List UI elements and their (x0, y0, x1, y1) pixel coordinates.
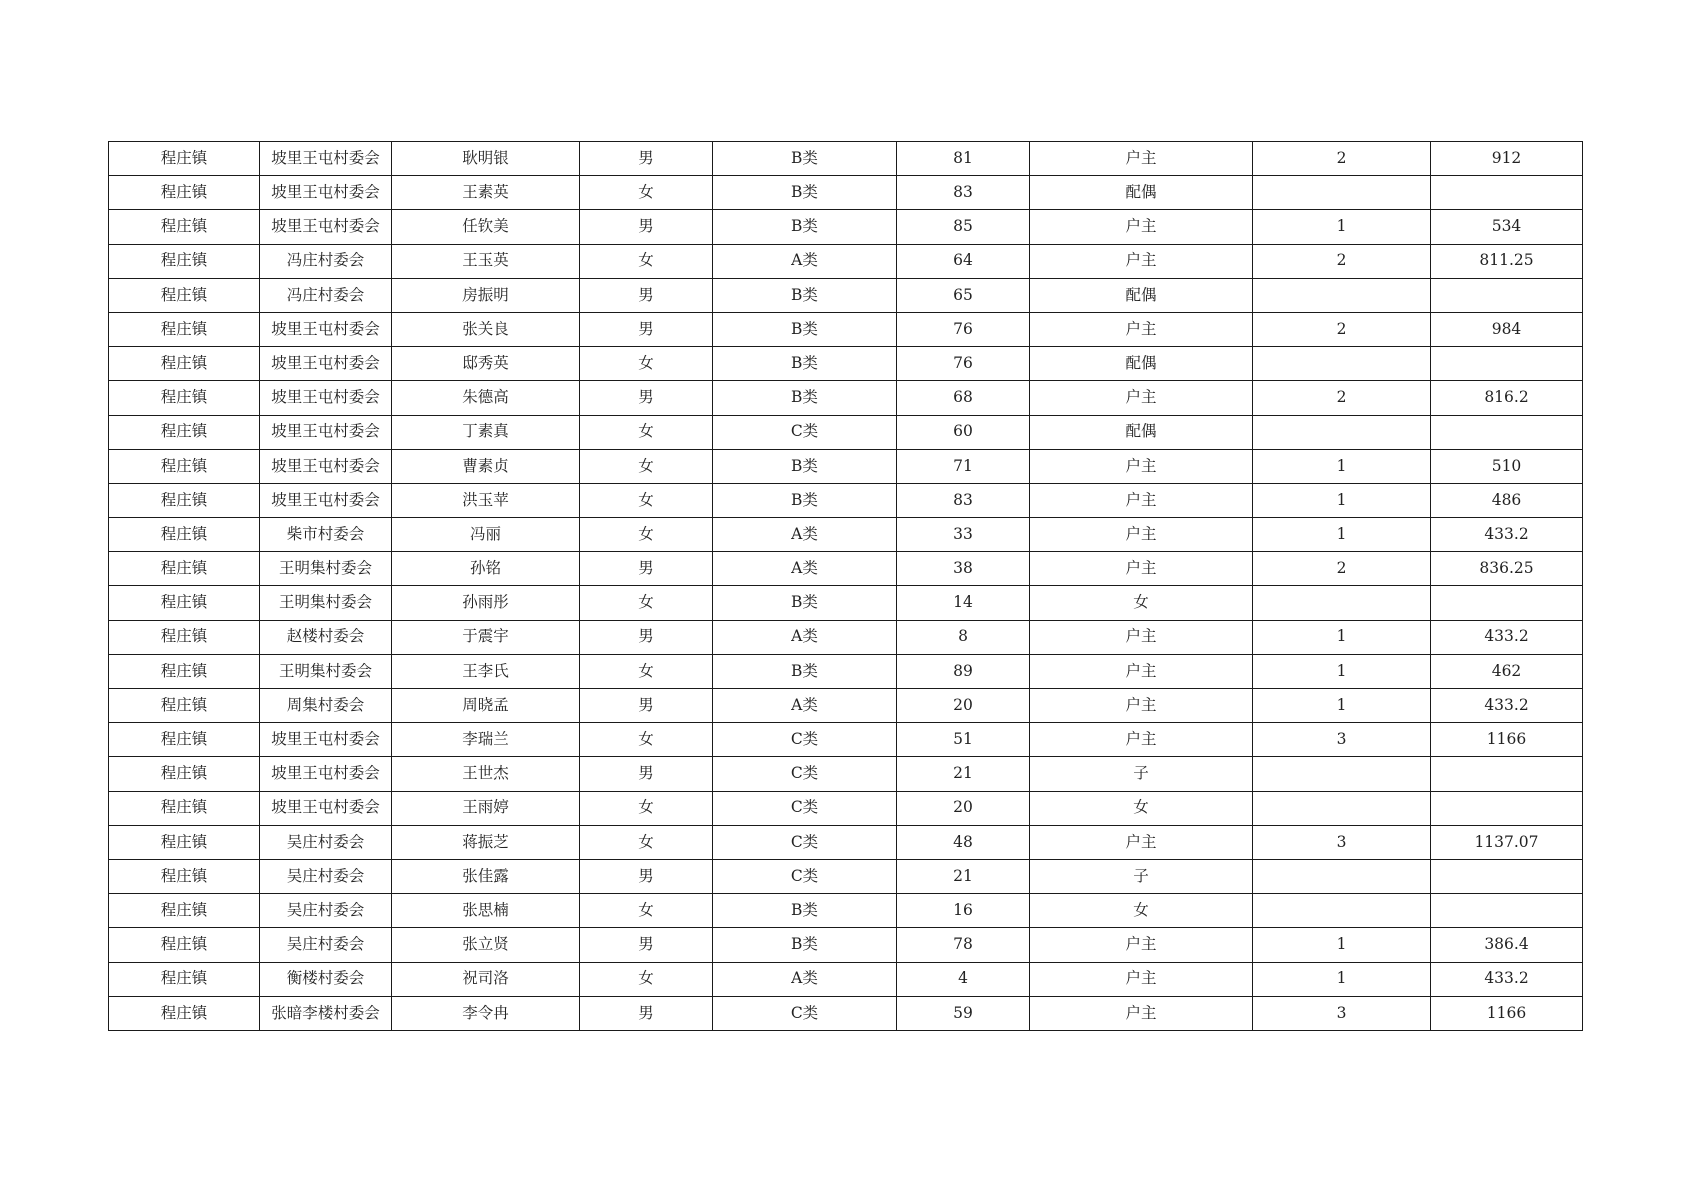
cell-household-size: 2 (1253, 381, 1431, 415)
cell-amount (1431, 347, 1583, 381)
cell-relation: 户主 (1030, 689, 1253, 723)
cell-name: 耿明银 (392, 142, 580, 176)
cell-household-size (1253, 586, 1431, 620)
cell-household-size: 2 (1253, 142, 1431, 176)
cell-name: 张关良 (392, 312, 580, 346)
cell-category: B类 (713, 586, 897, 620)
cell-amount: 816.2 (1431, 381, 1583, 415)
cell-town: 程庄镇 (109, 381, 260, 415)
cell-relation: 户主 (1030, 210, 1253, 244)
cell-household-size (1253, 894, 1431, 928)
cell-household-size (1253, 176, 1431, 210)
cell-age: 65 (897, 278, 1030, 312)
cell-amount (1431, 415, 1583, 449)
cell-village: 王明集村委会 (260, 586, 392, 620)
cell-category: A类 (713, 518, 897, 552)
cell-amount: 1166 (1431, 723, 1583, 757)
cell-town: 程庄镇 (109, 415, 260, 449)
cell-village: 吴庄村委会 (260, 859, 392, 893)
table-row (109, 825, 1583, 859)
table-row (109, 176, 1583, 210)
cell-amount: 462 (1431, 654, 1583, 688)
cell-amount (1431, 894, 1583, 928)
cell-town: 程庄镇 (109, 791, 260, 825)
cell-name: 邸秀英 (392, 347, 580, 381)
cell-category: A类 (713, 962, 897, 996)
cell-village: 坡里王屯村委会 (260, 483, 392, 517)
cell-age: 20 (897, 791, 1030, 825)
recipient-table (108, 141, 1583, 1031)
cell-village: 坡里王屯村委会 (260, 312, 392, 346)
cell-name: 冯丽 (392, 518, 580, 552)
table-row (109, 381, 1583, 415)
cell-village: 坡里王屯村委会 (260, 347, 392, 381)
cell-gender: 女 (580, 518, 713, 552)
cell-relation: 户主 (1030, 825, 1253, 859)
cell-household-size: 1 (1253, 689, 1431, 723)
cell-age: 76 (897, 347, 1030, 381)
cell-name: 孙雨彤 (392, 586, 580, 620)
cell-town: 程庄镇 (109, 210, 260, 244)
cell-category: C类 (713, 859, 897, 893)
cell-age: 76 (897, 312, 1030, 346)
cell-relation: 配偶 (1030, 176, 1253, 210)
cell-name: 王世杰 (392, 757, 580, 791)
cell-category: A类 (713, 244, 897, 278)
cell-town: 程庄镇 (109, 552, 260, 586)
table-row (109, 962, 1583, 996)
cell-relation: 户主 (1030, 142, 1253, 176)
cell-town: 程庄镇 (109, 586, 260, 620)
cell-village: 坡里王屯村委会 (260, 381, 392, 415)
cell-age: 68 (897, 381, 1030, 415)
cell-town: 程庄镇 (109, 996, 260, 1030)
cell-amount: 433.2 (1431, 620, 1583, 654)
cell-amount (1431, 757, 1583, 791)
cell-gender: 女 (580, 483, 713, 517)
cell-town: 程庄镇 (109, 654, 260, 688)
cell-household-size: 3 (1253, 723, 1431, 757)
cell-town: 程庄镇 (109, 142, 260, 176)
cell-name: 王玉英 (392, 244, 580, 278)
cell-amount: 510 (1431, 449, 1583, 483)
cell-name: 张佳露 (392, 859, 580, 893)
cell-name: 李令冉 (392, 996, 580, 1030)
cell-age: 8 (897, 620, 1030, 654)
cell-category: C类 (713, 996, 897, 1030)
cell-name: 洪玉苹 (392, 483, 580, 517)
cell-relation: 子 (1030, 757, 1253, 791)
table-row (109, 278, 1583, 312)
cell-amount: 1166 (1431, 996, 1583, 1030)
cell-town: 程庄镇 (109, 483, 260, 517)
cell-relation: 配偶 (1030, 415, 1253, 449)
cell-village: 赵楼村委会 (260, 620, 392, 654)
cell-age: 83 (897, 176, 1030, 210)
cell-name: 丁素真 (392, 415, 580, 449)
cell-town: 程庄镇 (109, 962, 260, 996)
cell-category: B类 (713, 210, 897, 244)
cell-household-size: 2 (1253, 312, 1431, 346)
cell-relation: 户主 (1030, 962, 1253, 996)
cell-relation: 户主 (1030, 654, 1253, 688)
cell-age: 21 (897, 757, 1030, 791)
cell-town: 程庄镇 (109, 518, 260, 552)
cell-age: 64 (897, 244, 1030, 278)
cell-age: 51 (897, 723, 1030, 757)
table-row (109, 996, 1583, 1030)
cell-village: 王明集村委会 (260, 552, 392, 586)
cell-village: 坡里王屯村委会 (260, 449, 392, 483)
cell-name: 李瑞兰 (392, 723, 580, 757)
cell-category: B类 (713, 928, 897, 962)
cell-amount: 1137.07 (1431, 825, 1583, 859)
cell-gender: 女 (580, 825, 713, 859)
cell-household-size: 3 (1253, 996, 1431, 1030)
cell-village: 坡里王屯村委会 (260, 142, 392, 176)
table-row (109, 552, 1583, 586)
cell-gender: 女 (580, 654, 713, 688)
cell-village: 坡里王屯村委会 (260, 415, 392, 449)
cell-household-size: 1 (1253, 210, 1431, 244)
cell-household-size: 3 (1253, 825, 1431, 859)
cell-relation: 户主 (1030, 381, 1253, 415)
cell-gender: 男 (580, 142, 713, 176)
cell-village: 吴庄村委会 (260, 928, 392, 962)
cell-gender: 女 (580, 244, 713, 278)
cell-age: 83 (897, 483, 1030, 517)
cell-village: 冯庄村委会 (260, 244, 392, 278)
cell-household-size: 1 (1253, 962, 1431, 996)
cell-relation: 户主 (1030, 449, 1253, 483)
cell-relation: 女 (1030, 586, 1253, 620)
cell-name: 任钦美 (392, 210, 580, 244)
cell-age: 21 (897, 859, 1030, 893)
table-row (109, 894, 1583, 928)
cell-village: 坡里王屯村委会 (260, 791, 392, 825)
cell-village: 王明集村委会 (260, 654, 392, 688)
cell-name: 王雨婷 (392, 791, 580, 825)
cell-name: 王李氏 (392, 654, 580, 688)
cell-household-size: 2 (1253, 244, 1431, 278)
table-body (109, 142, 1583, 1031)
cell-amount (1431, 859, 1583, 893)
table-row (109, 791, 1583, 825)
cell-amount: 836.25 (1431, 552, 1583, 586)
cell-category: C类 (713, 415, 897, 449)
table-row (109, 586, 1583, 620)
cell-village: 吴庄村委会 (260, 825, 392, 859)
cell-category: A类 (713, 620, 897, 654)
cell-category: B类 (713, 449, 897, 483)
cell-gender: 男 (580, 859, 713, 893)
cell-category: C类 (713, 825, 897, 859)
cell-gender: 女 (580, 347, 713, 381)
cell-town: 程庄镇 (109, 825, 260, 859)
cell-gender: 女 (580, 791, 713, 825)
cell-amount: 433.2 (1431, 962, 1583, 996)
cell-village: 坡里王屯村委会 (260, 723, 392, 757)
cell-village: 柴市村委会 (260, 518, 392, 552)
cell-age: 60 (897, 415, 1030, 449)
cell-gender: 男 (580, 928, 713, 962)
cell-gender: 女 (580, 894, 713, 928)
cell-gender: 男 (580, 210, 713, 244)
cell-gender: 男 (580, 278, 713, 312)
cell-gender: 男 (580, 312, 713, 346)
cell-relation: 户主 (1030, 312, 1253, 346)
cell-age: 71 (897, 449, 1030, 483)
cell-relation: 户主 (1030, 723, 1253, 757)
table-row (109, 347, 1583, 381)
cell-household-size (1253, 757, 1431, 791)
cell-relation: 户主 (1030, 483, 1253, 517)
cell-age: 14 (897, 586, 1030, 620)
cell-town: 程庄镇 (109, 723, 260, 757)
cell-amount: 486 (1431, 483, 1583, 517)
cell-town: 程庄镇 (109, 859, 260, 893)
cell-category: C类 (713, 757, 897, 791)
cell-gender: 男 (580, 381, 713, 415)
cell-age: 38 (897, 552, 1030, 586)
cell-category: B类 (713, 176, 897, 210)
cell-amount (1431, 176, 1583, 210)
cell-age: 48 (897, 825, 1030, 859)
cell-amount: 534 (1431, 210, 1583, 244)
table-row (109, 483, 1583, 517)
cell-category: B类 (713, 894, 897, 928)
cell-gender: 男 (580, 552, 713, 586)
cell-household-size (1253, 278, 1431, 312)
cell-village: 张暗李楼村委会 (260, 996, 392, 1030)
cell-relation: 户主 (1030, 552, 1253, 586)
cell-relation: 子 (1030, 859, 1253, 893)
cell-town: 程庄镇 (109, 689, 260, 723)
cell-amount: 386.4 (1431, 928, 1583, 962)
cell-household-size: 1 (1253, 449, 1431, 483)
table-row (109, 859, 1583, 893)
cell-name: 曹素贞 (392, 449, 580, 483)
cell-amount (1431, 586, 1583, 620)
cell-category: B类 (713, 142, 897, 176)
cell-category: B类 (713, 381, 897, 415)
cell-relation: 户主 (1030, 620, 1253, 654)
table-row (109, 244, 1583, 278)
cell-age: 16 (897, 894, 1030, 928)
cell-age: 20 (897, 689, 1030, 723)
cell-village: 冯庄村委会 (260, 278, 392, 312)
cell-amount: 984 (1431, 312, 1583, 346)
cell-town: 程庄镇 (109, 757, 260, 791)
cell-village: 坡里王屯村委会 (260, 176, 392, 210)
cell-category: B类 (713, 483, 897, 517)
table-row (109, 518, 1583, 552)
cell-household-size (1253, 791, 1431, 825)
cell-category: B类 (713, 278, 897, 312)
cell-relation: 配偶 (1030, 278, 1253, 312)
cell-amount: 433.2 (1431, 518, 1583, 552)
cell-town: 程庄镇 (109, 312, 260, 346)
cell-age: 89 (897, 654, 1030, 688)
cell-name: 王素英 (392, 176, 580, 210)
cell-amount: 912 (1431, 142, 1583, 176)
cell-gender: 女 (580, 586, 713, 620)
cell-age: 78 (897, 928, 1030, 962)
cell-age: 81 (897, 142, 1030, 176)
table-row (109, 312, 1583, 346)
cell-category: C类 (713, 791, 897, 825)
cell-amount (1431, 278, 1583, 312)
table-row (109, 415, 1583, 449)
cell-relation: 女 (1030, 894, 1253, 928)
cell-household-size (1253, 859, 1431, 893)
cell-category: B类 (713, 654, 897, 688)
cell-name: 张思楠 (392, 894, 580, 928)
cell-category: C类 (713, 723, 897, 757)
cell-relation: 户主 (1030, 244, 1253, 278)
cell-town: 程庄镇 (109, 928, 260, 962)
cell-gender: 男 (580, 689, 713, 723)
cell-name: 房振明 (392, 278, 580, 312)
cell-name: 祝司洛 (392, 962, 580, 996)
cell-town: 程庄镇 (109, 449, 260, 483)
cell-household-size: 1 (1253, 483, 1431, 517)
cell-age: 85 (897, 210, 1030, 244)
table-row (109, 449, 1583, 483)
cell-category: B类 (713, 347, 897, 381)
cell-town: 程庄镇 (109, 347, 260, 381)
cell-age: 59 (897, 996, 1030, 1030)
cell-household-size (1253, 347, 1431, 381)
cell-category: A类 (713, 689, 897, 723)
cell-town: 程庄镇 (109, 894, 260, 928)
cell-name: 张立贤 (392, 928, 580, 962)
cell-relation: 户主 (1030, 928, 1253, 962)
table-row (109, 210, 1583, 244)
cell-gender: 女 (580, 449, 713, 483)
cell-amount (1431, 791, 1583, 825)
cell-household-size: 1 (1253, 518, 1431, 552)
cell-town: 程庄镇 (109, 278, 260, 312)
cell-relation: 配偶 (1030, 347, 1253, 381)
table-row (109, 620, 1583, 654)
cell-household-size: 2 (1253, 552, 1431, 586)
cell-age: 4 (897, 962, 1030, 996)
cell-relation: 女 (1030, 791, 1253, 825)
cell-town: 程庄镇 (109, 244, 260, 278)
cell-village: 吴庄村委会 (260, 894, 392, 928)
cell-age: 33 (897, 518, 1030, 552)
cell-relation: 户主 (1030, 996, 1253, 1030)
table-row (109, 723, 1583, 757)
cell-name: 周晓孟 (392, 689, 580, 723)
cell-gender: 男 (580, 757, 713, 791)
table-row (109, 689, 1583, 723)
cell-category: A类 (713, 552, 897, 586)
cell-relation: 户主 (1030, 518, 1253, 552)
cell-name: 孙铭 (392, 552, 580, 586)
cell-name: 朱德高 (392, 381, 580, 415)
cell-household-size: 1 (1253, 620, 1431, 654)
cell-gender: 男 (580, 996, 713, 1030)
cell-village: 周集村委会 (260, 689, 392, 723)
cell-gender: 女 (580, 415, 713, 449)
cell-village: 衡楼村委会 (260, 962, 392, 996)
cell-household-size: 1 (1253, 928, 1431, 962)
cell-gender: 女 (580, 176, 713, 210)
table-row (109, 142, 1583, 176)
cell-town: 程庄镇 (109, 176, 260, 210)
table-row (109, 928, 1583, 962)
cell-household-size (1253, 415, 1431, 449)
cell-village: 坡里王屯村委会 (260, 757, 392, 791)
cell-village: 坡里王屯村委会 (260, 210, 392, 244)
table-row (109, 654, 1583, 688)
cell-household-size: 1 (1253, 654, 1431, 688)
cell-gender: 男 (580, 620, 713, 654)
cell-name: 于震宇 (392, 620, 580, 654)
cell-gender: 女 (580, 723, 713, 757)
cell-amount: 433.2 (1431, 689, 1583, 723)
cell-category: B类 (713, 312, 897, 346)
cell-town: 程庄镇 (109, 620, 260, 654)
cell-amount: 811.25 (1431, 244, 1583, 278)
table-row (109, 757, 1583, 791)
cell-name: 蒋振芝 (392, 825, 580, 859)
cell-gender: 女 (580, 962, 713, 996)
